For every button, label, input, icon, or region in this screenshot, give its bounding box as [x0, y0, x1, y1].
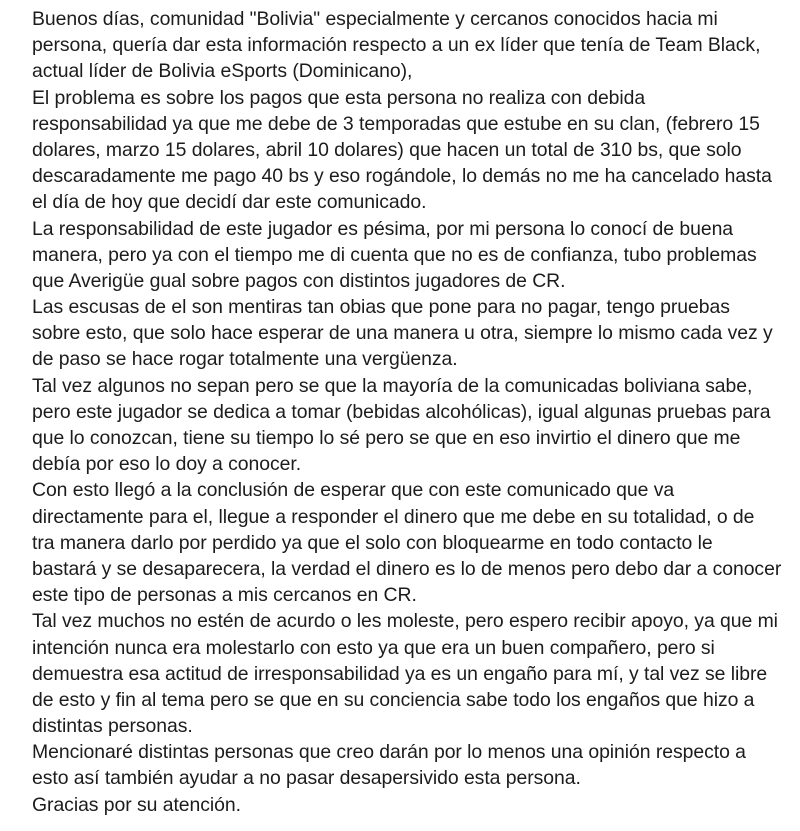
- post-text-line: descaradamente me pago 40 bs y eso rogándole, lo demás no me ha cancelado hasta: [32, 165, 772, 188]
- post-text-line: que Averigüe gual sobre pagos con distintos jugadores de CR.: [32, 269, 566, 292]
- post-text-line: que lo conozcan, tiene su tiempo lo sé pero se que en eso invirtio el dinero que me: [32, 427, 741, 449]
- post-text-line: el día de hoy que decidí dar este comunicado.: [32, 191, 427, 214]
- post-body: [32, 6, 794, 818]
- post-text-line: pero este jugador se dedica a tomar (bebidas alcohólicas), igual algunas pruebas para: [32, 400, 771, 423]
- post-text-line: actual líder de Bolivia eSports (Dominicano),: [32, 60, 413, 83]
- post-text-line: Mencionaré distintas personas que creo darán por lo menos una opinión respecto a: [32, 741, 746, 764]
- post-text-line: responsabilidad ya que me debe de 3 temporadas que estube en su clan, (febrero 15: [32, 112, 760, 135]
- post-text-line: bastará y se desaparecera, la verdad el dinero es lo de menos pero debo dar a conocer: [32, 557, 782, 580]
- post-text-line: distintas personas.: [32, 715, 193, 738]
- post-text-line: dolares, marzo 15 dolares, abril 10 dolares) que hacen un total de 310 bs, que solo: [32, 138, 742, 161]
- post-text-line: este tipo de personas a mis cercanos en CR.: [32, 584, 417, 607]
- post-text-line: El problema es sobre los pagos que esta persona no realiza con debida: [32, 86, 646, 109]
- post-text-line: manera, pero ya con el tiempo me di cuenta que no es de confianza, tubo problemas: [32, 243, 757, 266]
- post-text-line: Las escusas de el son mentiras tan obias que pone para no pagar, tengo pruebas: [32, 296, 730, 319]
- post-text-line: sobre esto, que solo hace esperar de una manera u otra, siempre lo mismo cada vez y: [32, 322, 773, 345]
- post-text-line: Buenos días, comunidad "Bolivia" especialmente y cercanos conocidos hacia mi: [32, 8, 718, 30]
- post-text-line: esto así también ayudar a no pasar desapersivido esta persona.: [32, 767, 581, 790]
- post-text-line: directamente para el, llegue a responder el dinero que me debe en su totalidad, o de: [32, 505, 755, 528]
- post-text-line: demuestra esa actitud de irresponsabilidad ya es un engaño para mí, y tal vez se libre: [32, 662, 768, 685]
- post-text-line: Con esto llegó a la conclusión de esperar que con este comunicado que va: [32, 479, 675, 502]
- post-text-line: intención nunca era molestarlo con esto ya que era un buen compañero, pero si: [32, 636, 715, 659]
- post-text-line: Gracias por su atención.: [32, 793, 241, 816]
- post-text-line: persona, quería dar esta información respecto a un ex líder que tenía de Team Black,: [32, 34, 761, 57]
- post-text-line: debía por eso lo doy a conocer.: [32, 453, 302, 476]
- post-text-line: Tal vez muchos no estén de acurdo o les moleste, pero espero recibir apoyo, ya que mi: [32, 610, 778, 633]
- post-text-line: de esto y fin al tema pero se que en su conciencia sabe todo los engaños que hizo a: [32, 688, 755, 711]
- post-text-line: Tal vez algunos no sepan pero se que la mayoría de la comunicadas boliviana sabe,: [32, 374, 753, 397]
- post-text-line: tra manera darlo por perdido ya que el solo con bloquearme en todo contacto le: [32, 531, 713, 554]
- post-text-line: La responsabilidad de este jugador es pésima, por mi persona lo conocí de buena: [32, 217, 734, 240]
- post-text-line: de paso se hace rogar totalmente una vergüenza.: [32, 348, 458, 371]
